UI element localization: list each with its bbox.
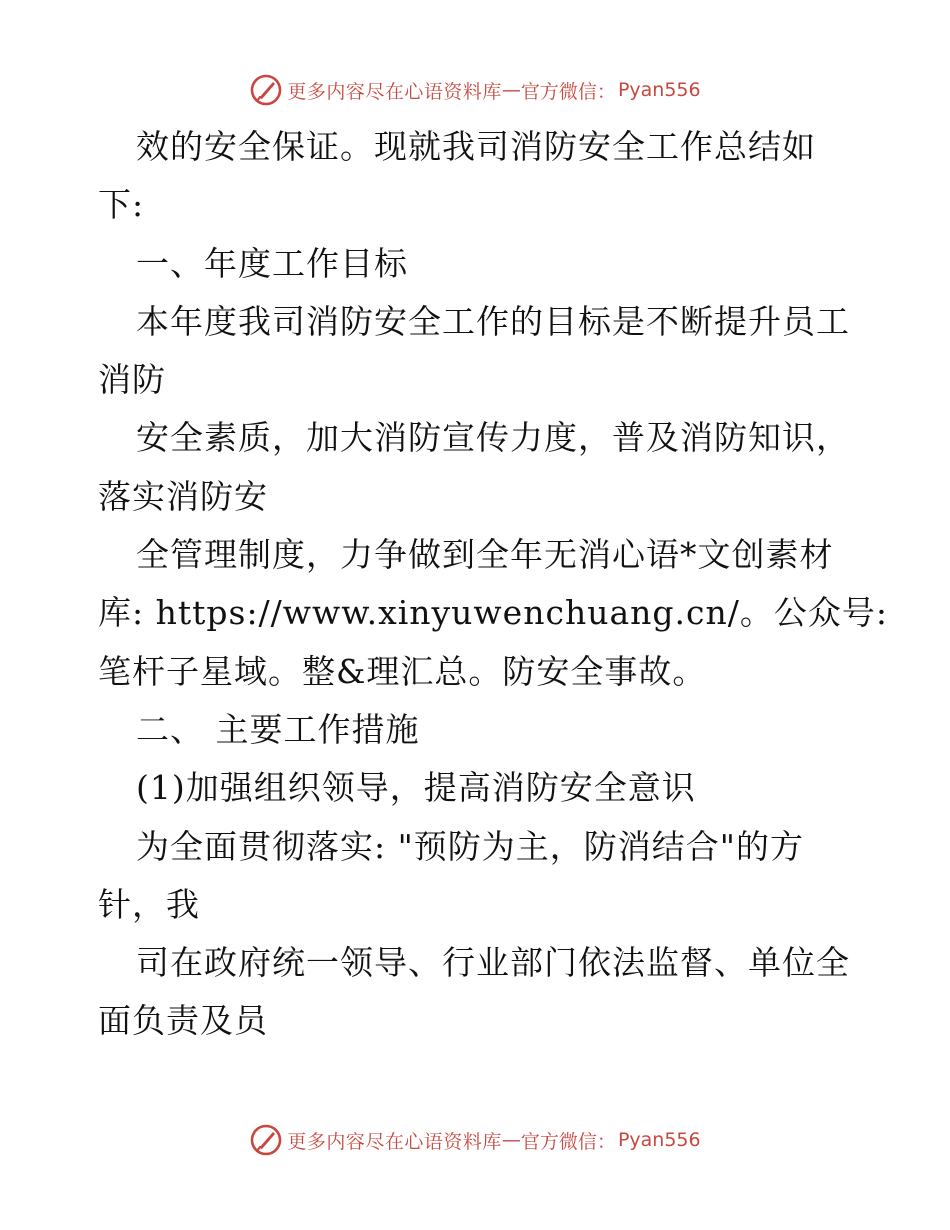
watermark-wechat-id: Pyan556 [617, 1129, 701, 1151]
watermark-site-name: 更多内容尽在心语资料库 [287, 1130, 502, 1153]
text-line: 二、 主要工作措施 [136, 709, 420, 749]
text-line: 消防 [98, 360, 166, 400]
text-line: 安全素质，加大消防宣传力度，普及消防知识， [136, 418, 850, 458]
text-line: 司在政府统一领导、行业部门依法监督、单位全 [136, 943, 850, 983]
text-line: 本年度我司消防安全工作的目标是不断提升员工 [136, 301, 850, 341]
footer-watermark [0, 1120, 950, 1160]
text-line: 一、年度工作目标 [136, 243, 408, 283]
watermark-dash: — [501, 1129, 521, 1151]
text-line: 下: [98, 185, 145, 225]
text-line: 库: https://www.xinyuwenchuang.cn/。公众号: [98, 593, 888, 633]
watermark-dash: — [501, 79, 521, 101]
watermark-wechat-label: 官方微信： [520, 80, 616, 103]
quill-logo-icon [249, 1123, 283, 1157]
watermark-wechat-id: Pyan556 [617, 79, 701, 101]
document-body [98, 118, 888, 1051]
text-line: 落实消防安 [98, 476, 268, 516]
text-line: 笔杆子星域。整&理汇总。防安全事故。 [98, 651, 707, 691]
text-line: 为全面贯彻落实: "预防为主，防消结合"的方 [136, 826, 804, 866]
text-line: 面负责及员 [98, 1001, 268, 1041]
text-line: 针，我 [98, 884, 200, 924]
header-watermark [0, 70, 950, 110]
text-line: (1)加强组织领导，提高消防安全意识 [136, 768, 696, 808]
watermark-wechat-label: 官方微信： [520, 1130, 616, 1153]
text-line: 全管理制度，力争做到全年无消心语*文创素材 [136, 535, 834, 575]
watermark-site-name: 更多内容尽在心语资料库 [287, 80, 502, 103]
text-line: 效的安全保证。现就我司消防安全工作总结如 [136, 127, 816, 166]
quill-logo-icon [249, 73, 283, 107]
